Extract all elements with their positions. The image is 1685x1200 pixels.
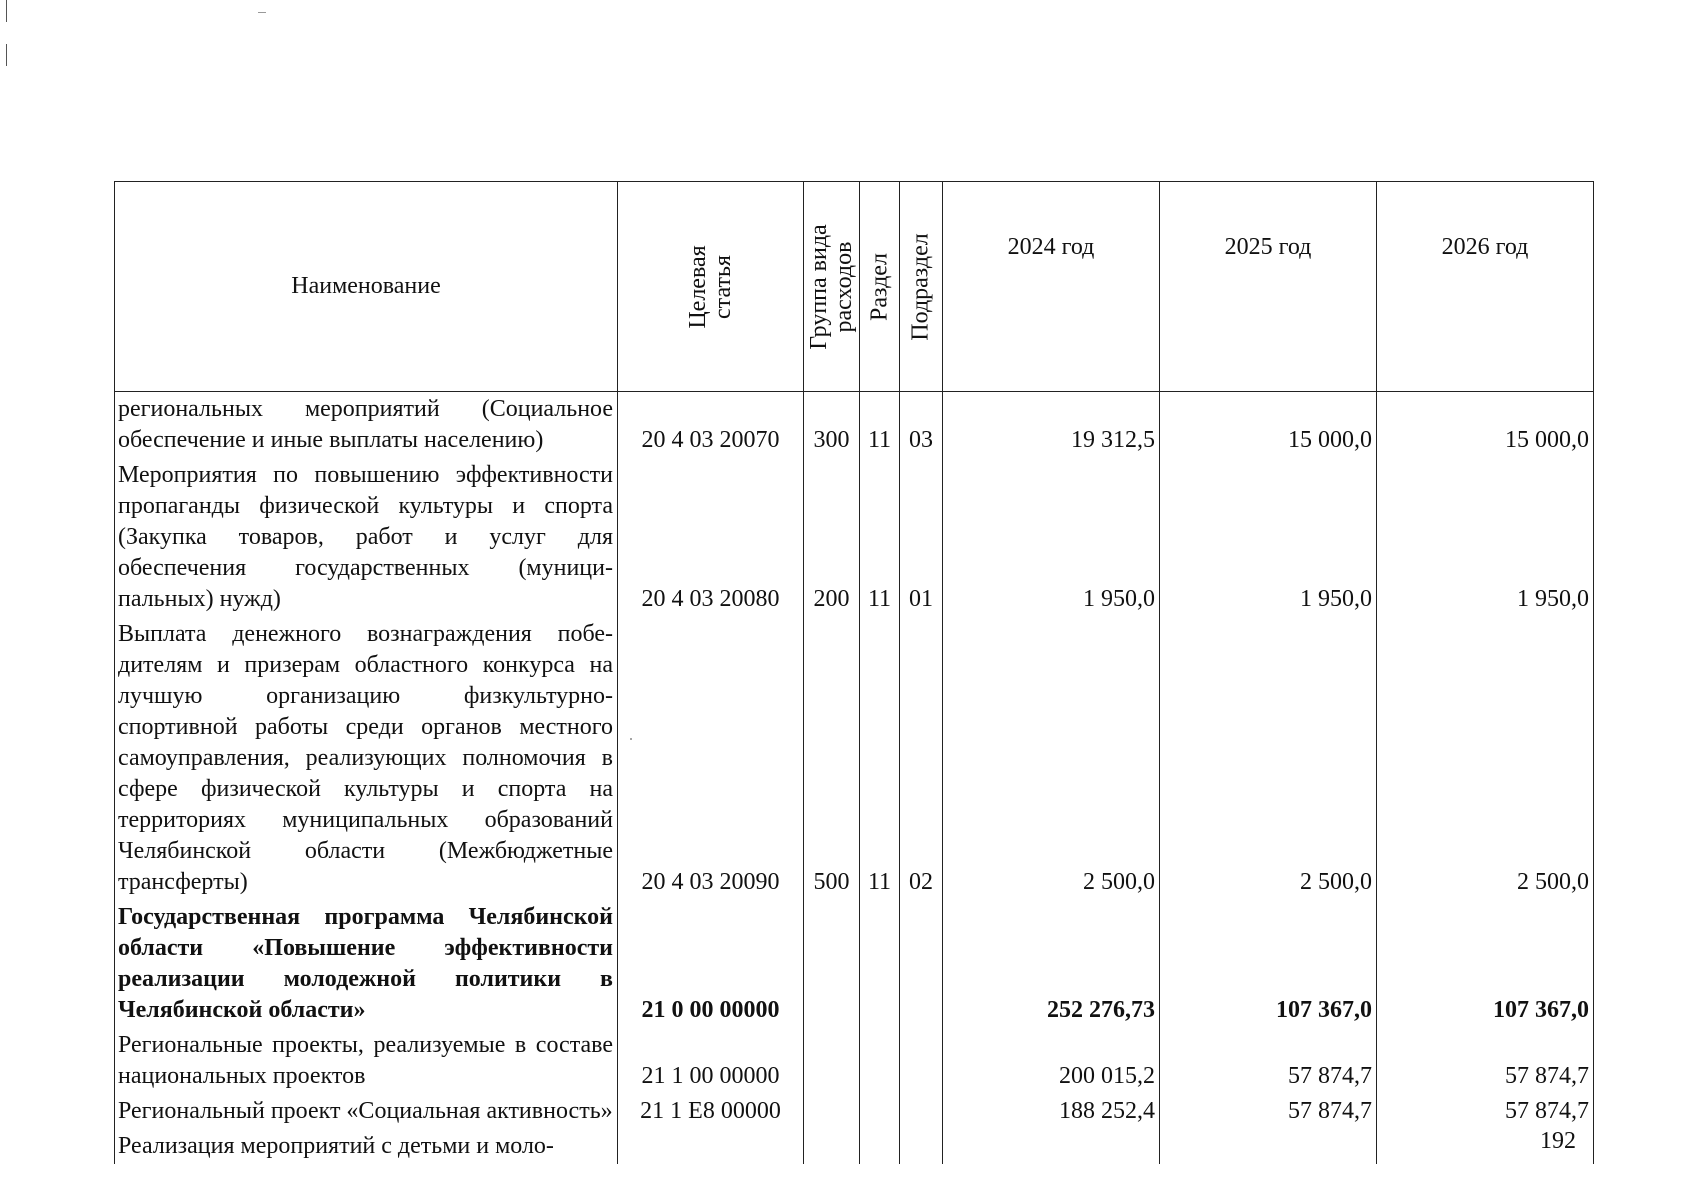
row-value-2026: 57 874,7 bbox=[1377, 1094, 1594, 1129]
row-value-2026: 107 367,0 bbox=[1377, 900, 1594, 1028]
row-value-2025 bbox=[1160, 1129, 1377, 1164]
header-year-2025: 2025 год bbox=[1160, 182, 1377, 392]
header-group-line2: расходов bbox=[830, 241, 857, 332]
row-name: региональных мероприятий (Социальное обеспечение и иные выплаты населению) bbox=[115, 392, 618, 459]
header-year-2024: 2024 год bbox=[943, 182, 1160, 392]
header-section bbox=[860, 182, 900, 392]
row-value-2024: 188 252,4 bbox=[943, 1094, 1160, 1129]
row-subsection bbox=[900, 900, 943, 1028]
table-header-row bbox=[115, 182, 1594, 392]
row-subsection: 03 bbox=[900, 392, 943, 459]
header-target-article-text bbox=[685, 245, 735, 328]
row-value-2024: 252 276,73 bbox=[943, 900, 1160, 1028]
table-row-program-total bbox=[115, 900, 1594, 1028]
row-name: Региональные проекты, реализуемые в составе национальных проектов bbox=[115, 1028, 618, 1094]
row-target-article: 20 4 03 20090 bbox=[618, 617, 804, 900]
header-target-line2: статья bbox=[709, 254, 736, 319]
scan-artifact bbox=[6, 0, 7, 22]
header-name-text: Наименование bbox=[291, 273, 441, 300]
row-value-2024 bbox=[943, 1129, 1160, 1164]
row-value-2025: 15 000,0 bbox=[1160, 392, 1377, 459]
scan-artifact bbox=[258, 12, 266, 13]
header-target-article bbox=[618, 182, 804, 392]
row-value-2025: 1 950,0 bbox=[1160, 458, 1377, 617]
row-expense-group: 500 bbox=[804, 617, 860, 900]
scan-artifact bbox=[6, 44, 7, 66]
table-row bbox=[115, 1094, 1594, 1129]
row-expense-group bbox=[804, 1028, 860, 1094]
row-name: Реализация мероприятий с детьми и моло- bbox=[115, 1129, 618, 1164]
row-section bbox=[860, 1129, 900, 1164]
page-number: 192 bbox=[1540, 1128, 1576, 1154]
header-name bbox=[115, 182, 618, 392]
header-group-line1: Группа вида bbox=[805, 223, 832, 350]
row-subsection bbox=[900, 1094, 943, 1129]
row-value-2026: 57 874,7 bbox=[1377, 1028, 1594, 1094]
table-row bbox=[115, 1028, 1594, 1094]
table-row bbox=[115, 458, 1594, 617]
header-expense-group-text bbox=[806, 224, 856, 349]
row-subsection bbox=[900, 1129, 943, 1164]
row-value-2026: 2 500,0 bbox=[1377, 617, 1594, 900]
row-value-2024: 19 312,5 bbox=[943, 392, 1160, 459]
row-name: Региональный проект «Социальная активность» bbox=[115, 1094, 618, 1129]
header-year-2026: 2026 год bbox=[1377, 182, 1594, 392]
table-row bbox=[115, 1129, 1594, 1164]
row-value-2026: 1 950,0 bbox=[1377, 458, 1594, 617]
header-section-text: Раздел bbox=[865, 252, 892, 321]
row-value-2025: 57 874,7 bbox=[1160, 1028, 1377, 1094]
row-expense-group bbox=[804, 900, 860, 1028]
header-expense-group bbox=[804, 182, 860, 392]
row-section bbox=[860, 900, 900, 1028]
header-target-line1: Целевая bbox=[684, 244, 711, 329]
row-value-2025: 107 367,0 bbox=[1160, 900, 1377, 1028]
row-subsection bbox=[900, 1028, 943, 1094]
row-target-article: 21 1 00 00000 bbox=[618, 1028, 804, 1094]
header-subsection bbox=[900, 182, 943, 392]
row-target-article: 21 1 E8 00000 bbox=[618, 1094, 804, 1129]
row-name: Мероприятия по повышению эффективности пропаганды физической культуры и спорта (Закупка товаров, работ и услуг для обеспечения государственных (муниципальных) нужд) bbox=[115, 458, 618, 617]
row-value-2025: 57 874,7 bbox=[1160, 1094, 1377, 1129]
row-expense-group bbox=[804, 1129, 860, 1164]
row-expense-group: 200 bbox=[804, 458, 860, 617]
row-value-2026: 15 000,0 bbox=[1377, 392, 1594, 459]
row-section: 11 bbox=[860, 392, 900, 459]
row-target-article: 20 4 03 20080 bbox=[618, 458, 804, 617]
row-subsection: 01 bbox=[900, 458, 943, 617]
table-row bbox=[115, 617, 1594, 900]
table-row bbox=[115, 392, 1594, 459]
row-section bbox=[860, 1028, 900, 1094]
row-name: Выплата денежного вознаграждения победителям и призерам областного конкурса на лучшую организацию физкультурно-спортивной работы среди органов местного самоуправления, реализующих полномочия в сфере физической культуры и спорта на территориях муниципальных образований Челябинской области (Межбюджетные трансферты) bbox=[115, 617, 618, 900]
row-section bbox=[860, 1094, 900, 1129]
row-expense-group bbox=[804, 1094, 860, 1129]
row-expense-group: 300 bbox=[804, 392, 860, 459]
row-value-2024: 200 015,2 bbox=[943, 1028, 1160, 1094]
row-target-article bbox=[618, 1129, 804, 1164]
row-name: Государственная программа Челябинской области «Повышение эффективности реализации молодежной политики в Челябинской области» bbox=[115, 900, 618, 1028]
row-target-article: 20 4 03 20070 bbox=[618, 392, 804, 459]
row-section: 11 bbox=[860, 617, 900, 900]
row-value-2025: 2 500,0 bbox=[1160, 617, 1377, 900]
row-subsection: 02 bbox=[900, 617, 943, 900]
row-target-article: 21 0 00 00000 bbox=[618, 900, 804, 1028]
budget-table bbox=[114, 181, 1594, 1164]
row-value-2024: 2 500,0 bbox=[943, 617, 1160, 900]
row-section: 11 bbox=[860, 458, 900, 617]
header-subsection-text: Подраздел bbox=[907, 232, 934, 341]
row-value-2024: 1 950,0 bbox=[943, 458, 1160, 617]
